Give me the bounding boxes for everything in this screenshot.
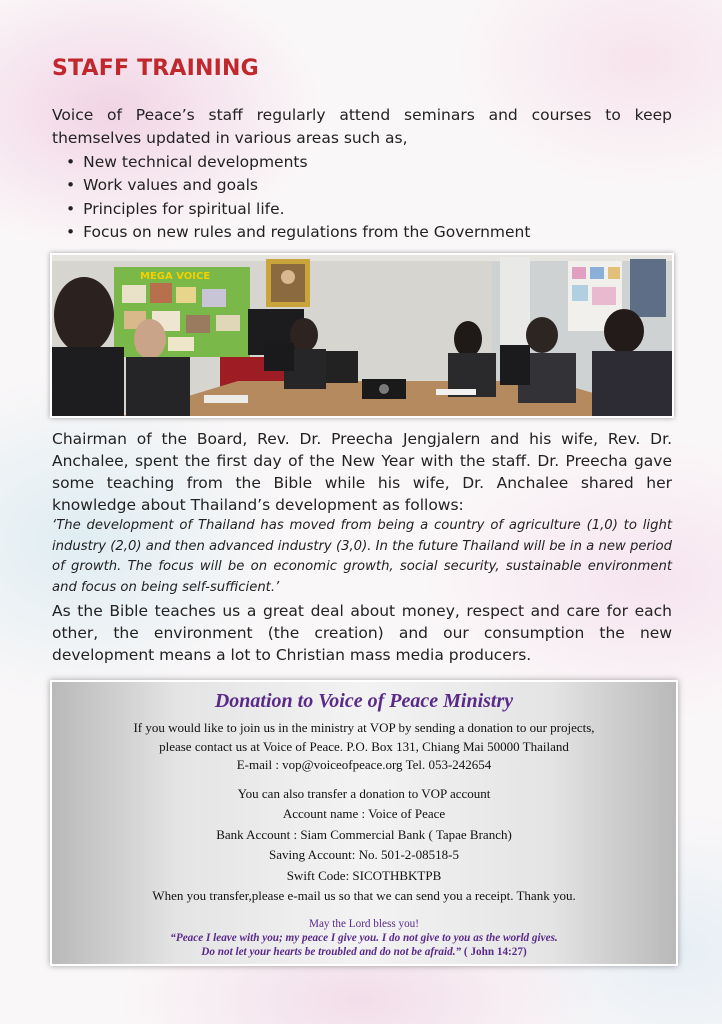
verse-line-1: “Peace I leave with you; my peace I give you. I do not give to you as the world gives. bbox=[170, 931, 558, 944]
chairman-paragraph: Chairman of the Board, Rev. Dr. Preecha Jengjalern and his wife, Rev. Dr. Anchalee, spent the first day of the New Year with the staff. Dr. Preecha gave some teaching from the Bible while his wife, Dr. Anchalee shared her knowledge about Thailand’s development as follows: bbox=[52, 430, 672, 514]
blessing: May the Lord bless you! bbox=[309, 917, 419, 930]
saving-account: Saving Account: No. 501-2-08518-5 bbox=[269, 847, 459, 862]
donation-address: please contact us at Voice of Peace. P.O. Box 131, Chiang Mai 50000 Thailand bbox=[159, 738, 569, 754]
photo-illustration bbox=[52, 255, 672, 416]
donation-line: If you would like to join us in the ministry at VOP by sending a donation to our projects, bbox=[133, 720, 595, 735]
list-item: • Principles for spiritual life. bbox=[66, 198, 530, 221]
page-title: STAFF TRAINING bbox=[52, 56, 259, 81]
list-item: • Focus on new rules and regulations from the Government bbox=[66, 221, 530, 244]
bank-account: Bank Account : Siam Commercial Bank ( Tapae Branch) bbox=[216, 826, 512, 842]
verse-reference: ( John 14:27) bbox=[463, 945, 527, 958]
list-item: • New technical developments bbox=[66, 151, 530, 174]
verse-line-2 bbox=[52, 945, 676, 959]
donation-title: Donation to Voice of Peace Ministry bbox=[214, 690, 514, 712]
account-name: Account name : Voice of Peace bbox=[282, 806, 446, 821]
swift-code: Swift Code: SICOTHBKTPB bbox=[286, 867, 442, 883]
list-item: • Work values and goals bbox=[66, 174, 530, 197]
donation-contact: E-mail : vop@voiceofpeace.org Tel. 053-242654 bbox=[236, 757, 492, 772]
receipt-note: When you transfer,please e-mail us so that we can send you a receipt. Thank you. bbox=[152, 888, 576, 903]
development-quote: ‘The development of Thailand has moved from being a country of agriculture (1,0) to light industry (2,0) and then advanced industry (3,0). In the future Thailand will be in a new period of growth. The focus will be on economic growth, social security, sustainable environment and focus on being self-sufficient.’ bbox=[52, 518, 672, 595]
intro-paragraph: Voice of Peace’s staff regularly attend seminars and courses to keep themselves updated in various areas such as, bbox=[52, 106, 672, 147]
verse-text: Do not let your hearts be troubled and do not be afraid.” bbox=[201, 945, 462, 958]
training-topics-list bbox=[66, 151, 530, 244]
board-label: MEGA VOICE bbox=[140, 271, 211, 282]
staff-meeting-photo bbox=[50, 253, 674, 418]
transfer-line: You can also transfer a donation to VOP account bbox=[237, 785, 491, 801]
donation-box bbox=[50, 680, 678, 966]
bible-paragraph: As the Bible teaches us a great deal about money, respect and care for each other, the environment (the creation) and our consumption the new development means a lot to Christian mass media producers. bbox=[52, 602, 672, 664]
